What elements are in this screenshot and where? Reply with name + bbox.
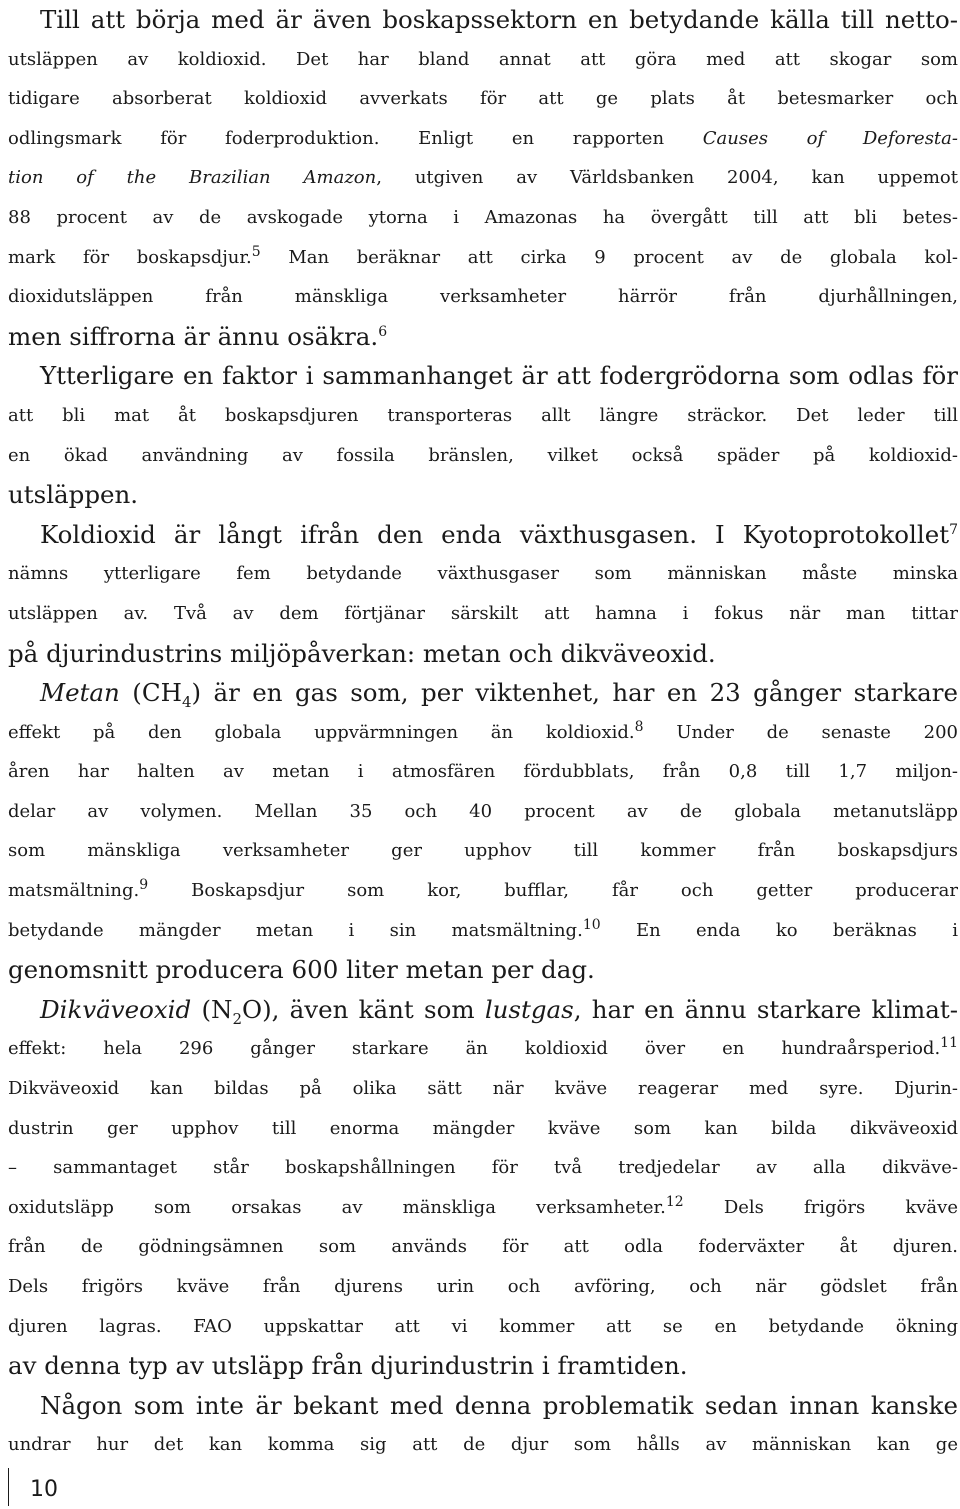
report-title-italic: tion of the Brazilian Amazon: [8, 167, 377, 189]
text-run: effekt: hela 296 gånger starkare än koldioxid över en hundraårsperiod.: [8, 1038, 941, 1060]
text-run: – sammantaget står boskapshållningen för två tredjedelar av alla dikväve-: [8, 1157, 958, 1179]
text-line: [8, 396, 958, 436]
text-line: [8, 317, 958, 357]
text-run: utsläppen.: [8, 480, 139, 510]
text-line: [8, 1188, 958, 1228]
text-run: , utgiven av Världsbanken 2004, kan uppemot: [376, 167, 958, 189]
text-run: delar av volymen. Mellan 35 och 40 procent av de globala metanutsläpp: [8, 800, 958, 822]
text-run: Man beräknar att cirka 9 procent av de globala kol-: [260, 246, 958, 268]
text-run: mark för boskapsdjur.: [8, 246, 252, 268]
text-run: åren har halten av metan i atmosfären fördubblats, från 0,8 till 1,7 miljon-: [8, 761, 958, 783]
text-line: [8, 436, 958, 476]
text-line: [8, 673, 958, 713]
text-line: [8, 1425, 958, 1465]
text-run: att bli mat åt boskapsdjuren transporteras allt längre sträckor. Det leder till: [8, 404, 958, 426]
text-run: dustrin ger upphov till enorma mängder kväve som kan bilda dikväveoxid: [8, 1117, 958, 1139]
term-italic: Dikväveoxid: [40, 994, 192, 1024]
text-line: [8, 198, 958, 238]
text-line: [8, 871, 958, 911]
footnote-marker: 10: [582, 916, 601, 933]
text-run: undrar hur det kan komma sig att de djur som hålls av människan kan ge: [8, 1434, 958, 1456]
text-run: djuren lagras. FAO uppskattar att vi kommer att se en betydande ökning: [8, 1315, 958, 1337]
text-line: [8, 634, 958, 674]
text-run: Dikväveoxid kan bildas på olika sätt när kväve reagerar med syre. Djurin-: [8, 1078, 958, 1100]
text-run: utsläppen av koldioxid. Det har bland annat att göra med att skogar som: [8, 48, 958, 70]
paragraph-6: [8, 1386, 958, 1465]
paragraph-4: [8, 673, 958, 990]
footnote-marker: 5: [251, 243, 261, 260]
text-run: en ökad användning av fossila bränslen, vilket också späder på koldioxid-: [8, 444, 958, 466]
text-run: (N: [191, 994, 233, 1024]
paragraph-1: [8, 0, 958, 356]
term-italic: Metan: [40, 678, 120, 708]
report-title-italic: Causes of Deforesta-: [702, 127, 958, 149]
text-run: Dels frigörs kväve: [683, 1196, 958, 1218]
text-run: Ytterligare en faktor i sammanhanget är att fodergrödorna som odlas för: [40, 361, 958, 391]
text-run: oxidutsläpp som orsakas av mänskliga verksamheter.: [8, 1196, 666, 1218]
text-run: odlingsmark för foderproduktion. Enligt en rapporten: [8, 127, 703, 149]
text-line: [8, 1346, 958, 1386]
footnote-marker: 6: [378, 323, 388, 340]
text-line: [8, 950, 958, 990]
text-line: [8, 1386, 958, 1426]
footnote-marker: 11: [940, 1035, 958, 1052]
text-run: av denna typ av utsläpp från djurindustrin i framtiden.: [8, 1351, 688, 1381]
text-line: [8, 119, 958, 159]
text-run: men siffrorna är ännu osäkra.: [8, 321, 379, 351]
text-run: Koldioxid är långt ifrån den enda växthusgasen. I Kyotoprotokollet: [40, 519, 950, 549]
text-line: [8, 1029, 958, 1069]
text-line: [8, 554, 958, 594]
text-line: [8, 1109, 958, 1149]
text-line: [8, 1267, 958, 1307]
footnote-marker: 7: [949, 521, 958, 538]
page-number: 10: [30, 1477, 58, 1502]
footnote-marker: 8: [634, 718, 644, 735]
text-run: matsmältning.: [8, 880, 140, 902]
text-run: utsläppen av. Två av dem förtjänar särskilt att hamna i fokus när man tittar: [8, 602, 958, 624]
paragraph-5: [8, 990, 958, 1386]
text-line: [8, 0, 958, 40]
text-line: [8, 752, 958, 792]
text-line: [8, 1069, 958, 1109]
text-run: En enda ko beräknas i: [600, 919, 958, 941]
text-line: [8, 831, 958, 871]
document-body: [8, 0, 958, 1465]
text-line: [8, 911, 958, 951]
text-run: från de gödningsämnen som används för att odla foderväxter åt djuren.: [8, 1236, 958, 1258]
text-line: [8, 356, 958, 396]
text-run: Boskapsdjur som kor, bufflar, får och getter producerar: [148, 880, 958, 902]
text-line: [8, 1148, 958, 1188]
paragraph-2: [8, 356, 958, 514]
text-line: [8, 238, 958, 278]
text-run: tidigare absorberat koldioxid avverkats för att ge plats åt betesmarker och: [8, 88, 958, 110]
footnote-marker: 9: [139, 877, 149, 894]
text-line: [8, 475, 958, 515]
text-run: nämns ytterligare fem betydande växthusgaser som människan måste minska: [8, 563, 958, 585]
text-run: Dels frigörs kväve från djurens urin och avföring, och när gödslet från: [8, 1276, 958, 1297]
text-run: effekt på den globala uppvärmningen än koldioxid.: [8, 721, 635, 743]
text-run: O), även känt som: [242, 994, 485, 1024]
term-italic: lustgas: [484, 994, 574, 1024]
text-run: dioxidutsläppen från mänskliga verksamheter härrör från djurhållningen,: [8, 286, 958, 308]
text-line: [8, 158, 958, 198]
text-line: [8, 792, 958, 832]
text-run: Någon som inte är bekant med denna problematik sedan innan kanske: [40, 1390, 958, 1420]
text-run: ) är en gas som, per viktenhet, har en 23 gånger starkare: [191, 678, 958, 708]
subscript: 2: [232, 1009, 242, 1028]
text-run: genomsnitt producera 600 liter metan per dag.: [8, 955, 595, 985]
page-number-rule: [8, 1468, 9, 1506]
text-line: [8, 40, 958, 80]
text-run: (CH: [119, 678, 182, 708]
text-run: Under de senaste 200: [643, 721, 958, 743]
text-line: [8, 713, 958, 753]
text-run: på djurindustrins miljöpåverkan: metan och dikväveoxid.: [8, 638, 716, 668]
text-line: [8, 1307, 958, 1347]
text-line: [8, 1227, 958, 1267]
subscript: 4: [181, 692, 192, 711]
paragraph-3: [8, 515, 958, 673]
text-line: [8, 990, 958, 1030]
text-run: 88 procent av de avskogade ytorna i Amazonas ha övergått till att bli betes-: [8, 206, 958, 228]
text-line: [8, 515, 958, 555]
text-run: betydande mängder metan i sin matsmältning.: [8, 919, 583, 941]
text-line: [8, 594, 958, 634]
text-run: Till att börja med är även boskapssektorn en betydande källa till netto-: [40, 5, 958, 34]
text-line: [8, 79, 958, 119]
text-run: , har en ännu starkare klimat-: [573, 994, 958, 1024]
text-run: som mänskliga verksamheter ger upphov till kommer från boskapsdjurs: [8, 840, 958, 862]
footnote-marker: 12: [665, 1193, 684, 1210]
text-line: [8, 277, 958, 317]
